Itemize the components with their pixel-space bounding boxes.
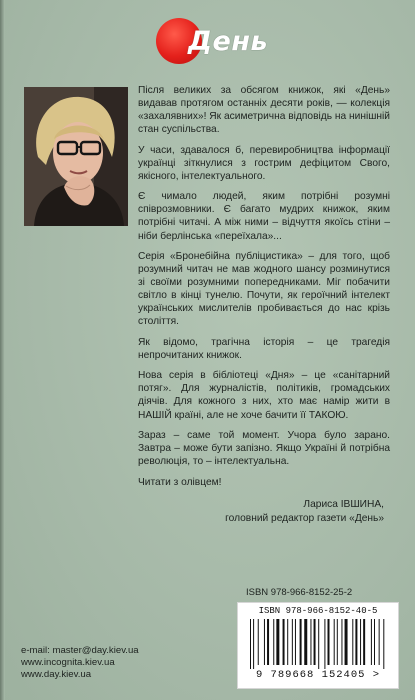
barcode-bar <box>379 619 380 665</box>
barcode-bar <box>273 619 274 665</box>
isbn-series: ISBN 978-966-8152-25-2 <box>246 587 353 598</box>
signature-role: головний редактор газети «День» <box>225 512 384 524</box>
barcode-bar <box>328 619 330 665</box>
barcode-bar <box>314 619 316 665</box>
spine-edge <box>0 0 5 700</box>
barcode-bar <box>324 619 325 669</box>
den-logo <box>154 16 269 68</box>
barcode-bar <box>345 619 348 665</box>
barcode-bar <box>363 619 365 665</box>
barcode-bar <box>318 619 319 669</box>
article-paragraph-2: У часи, здавалося б, перевиробництва інформації українці зіткнулися з гострим дефіцитом Свого, якісного, інтелектуального. <box>138 144 390 182</box>
barcode-bar <box>383 619 384 669</box>
barcode-bar <box>292 619 293 665</box>
article-paragraph-7: Зараз – саме той момент. Учора було зарано. Завтра – може бути запізно. Якщо Україні й потрібна революція, то – інтелектуальна. <box>138 429 390 468</box>
barcode-bar <box>287 619 288 665</box>
barcode-bar <box>360 619 361 665</box>
barcode-bar <box>334 619 335 665</box>
barcode-bar <box>300 619 302 665</box>
barcode-bar <box>267 619 269 665</box>
barcode-bar <box>310 619 311 665</box>
barcode-bars <box>250 619 386 669</box>
barcode-digits: 9 789668 152405 > <box>255 669 381 681</box>
logo-text: День <box>188 26 269 57</box>
barcode-bar <box>371 619 372 665</box>
article-paragraph-6: Нова серія в бібліотеці «Дня» – це «санітарний потяг». Для журналістів, політиків, громадських діячів. Для кожного з них, хто має намір жити в НАШІЙ країні, але не хоче бачити її ТАКОЮ. <box>138 370 390 421</box>
author-portrait <box>24 87 128 226</box>
article-paragraph-8: Читати з олівцем! <box>138 476 222 488</box>
barcode-bar <box>337 619 338 665</box>
barcode-bar <box>276 619 279 665</box>
contact-email: e-mail: master@day.kiev.ua <box>21 645 139 656</box>
signature-block <box>138 498 384 525</box>
article-paragraph-4: Серія «Бронебійна публіцистика» – для того, щоб розумний читач не мав жодного шансу розминутися зі своїми розумними попередниками. Міг побачити світло в кінці тунелю. Почути, як героїчний інтелект українських мислителів пробивається до нас крізь століття. <box>138 250 390 328</box>
contact-site-day: www.day.kiev.ua <box>21 669 92 681</box>
barcode-bar <box>355 619 357 665</box>
barcode-isbn: ISBN 978-966-8152-40-5 <box>258 606 378 616</box>
article-paragraph-3: Є чимало людей, яким потрібні розумні співрозмовники. Є багато мудрих книжок, яким потрібні читачі. А між ними – відчуття якоїсь стіни – ніби берлінська «переїхала»... <box>138 191 390 242</box>
portrait-illustration <box>24 87 128 226</box>
signature-name: Лариса ІВШИНА, <box>303 499 384 510</box>
barcode-bar <box>258 619 259 665</box>
barcode-bar <box>295 619 296 665</box>
barcode-bar <box>283 619 285 665</box>
contacts-block <box>21 645 139 682</box>
barcode-bar <box>304 619 307 665</box>
barcode-bar <box>341 619 342 665</box>
barcode-bar <box>374 619 375 665</box>
article-text <box>138 84 390 496</box>
barcode-label <box>237 602 399 689</box>
barcode-bar <box>264 619 265 665</box>
article-paragraph-5: Як відомо, трагічна історія – це трагедія непрочитаних книжок. <box>138 336 390 361</box>
article-paragraph-1: Після великих за обсягом книжок, які «День» видавав протягом останніх десяти років, — колекція «захалявних»! Як асиметрична відповідь на нинішній стан суспільства. <box>138 85 390 136</box>
barcode-bar <box>352 619 353 665</box>
barcode-bar <box>250 619 251 669</box>
contact-site-incognita: www.incognita.kiev.ua <box>21 657 115 669</box>
barcode-bar <box>253 619 254 669</box>
